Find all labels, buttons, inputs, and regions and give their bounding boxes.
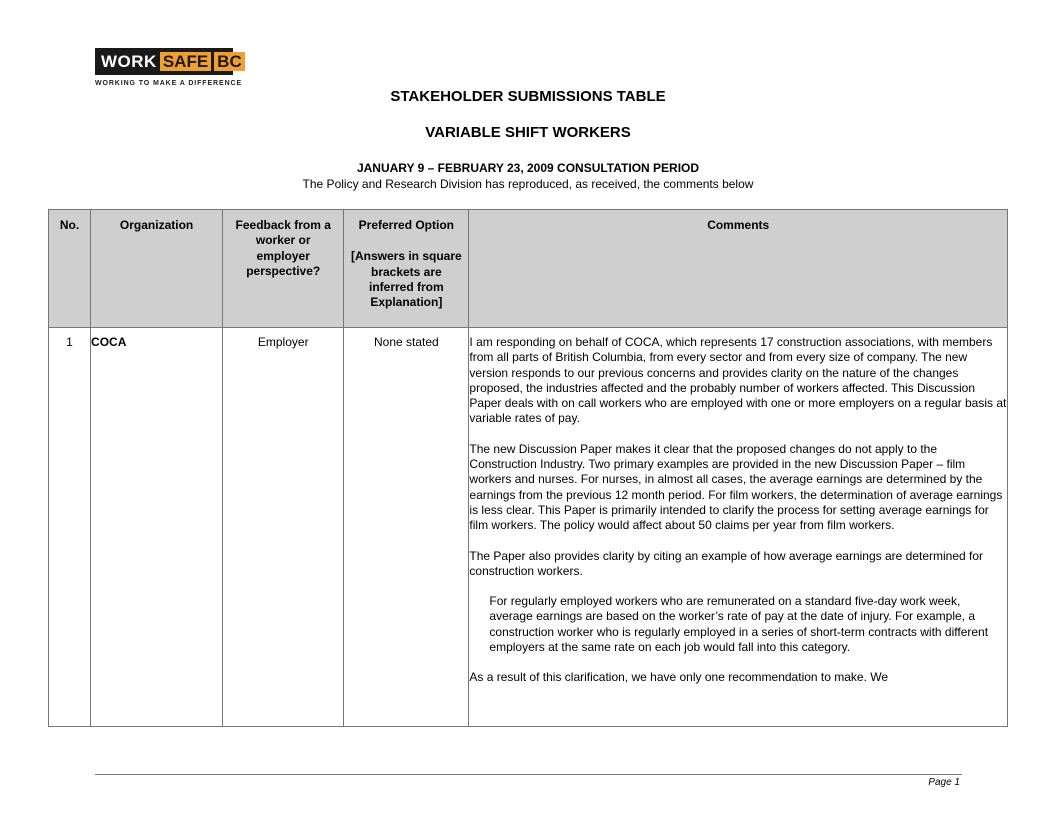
header-no: No. [49,210,91,328]
cell-comments [469,328,1008,727]
reproduction-note: The Policy and Research Division has reproduced, as received, the comments below [302,177,754,191]
header-organization: Organization [91,210,223,328]
header-comments: Comments [469,210,1008,328]
comment-paragraph: I am responding on behalf of COCA, which represents 17 construction associations, with members from all parts of British Columbia, from every sector and from every size of company. The new version responds to our previous concerns and provides clarity on the nature of the changes proposed, the industries affected and the probably number of workers affected. This Discussion Paper deals with on call workers who are employed with one or more employers on a regular basis at variable rates of pay. [469,335,1007,426]
logo-work-text: WORK [101,51,157,71]
comment-paragraph: The Paper also provides clarity by citing an example of how average earnings are determined for construction workers. [469,548,984,578]
table-header-row [49,210,1008,328]
footer-divider [95,774,962,775]
worksafebc-logo [95,48,243,87]
table-row [49,328,1008,727]
submissions-table [48,209,1008,727]
logo-safe-text: SAFE [160,52,211,71]
logo-bar [95,48,242,75]
page-number: Page 1 [928,777,960,788]
comment-quote: For regularly employed workers who are remunerated on a standard five-day work week, average earnings are based on the worker’s rate of pay at the date of injury. For example, a construction worker who is regularly employed in a series of short-term contracts with different employers at the same rate on each job would fall into this category. [489,594,989,655]
header-feedback: Feedback from a worker or employer perspective? [223,210,344,328]
cell-no: 1 [49,328,91,727]
cell-preferred-option: None stated [344,328,469,727]
cell-organization: COCA [91,328,223,727]
comment-paragraph: The new Discussion Paper makes it clear that the proposed changes do not apply to the Construction Industry. Two primary examples are provided in the new Discussion Paper – film workers and nurses. For nurses, in almost all cases, the average earnings are determined by the earnings from the previous 12 month period. For film workers, the determination of average earnings is less clear. This Paper is primarily intended to clarify the process for setting average earnings for film workers. The policy would affect about 50 claims per year from film workers. [469,441,1003,533]
comment-closing: As a result of this clarification, we have only one recommendation to make. We [469,670,889,685]
logo-tagline: WORKING TO MAKE A DIFFERENCE [95,80,243,87]
consultation-period: JANUARY 9 – FEBRUARY 23, 2009 CONSULTATION PERIOD [356,161,700,175]
logo-bc-text: BC [214,52,245,71]
cell-feedback: Employer [223,328,344,727]
header-preferred-note: [Answers in square brackets are inferred from Explanation] [350,249,462,310]
header-preferred-option: Preferred Option [Answers in square brackets are inferred from Explanation] [344,210,469,328]
document-title: STAKEHOLDER SUBMISSIONS TABLE [390,88,666,105]
document-subtitle: VARIABLE SHIFT WORKERS [425,124,631,141]
